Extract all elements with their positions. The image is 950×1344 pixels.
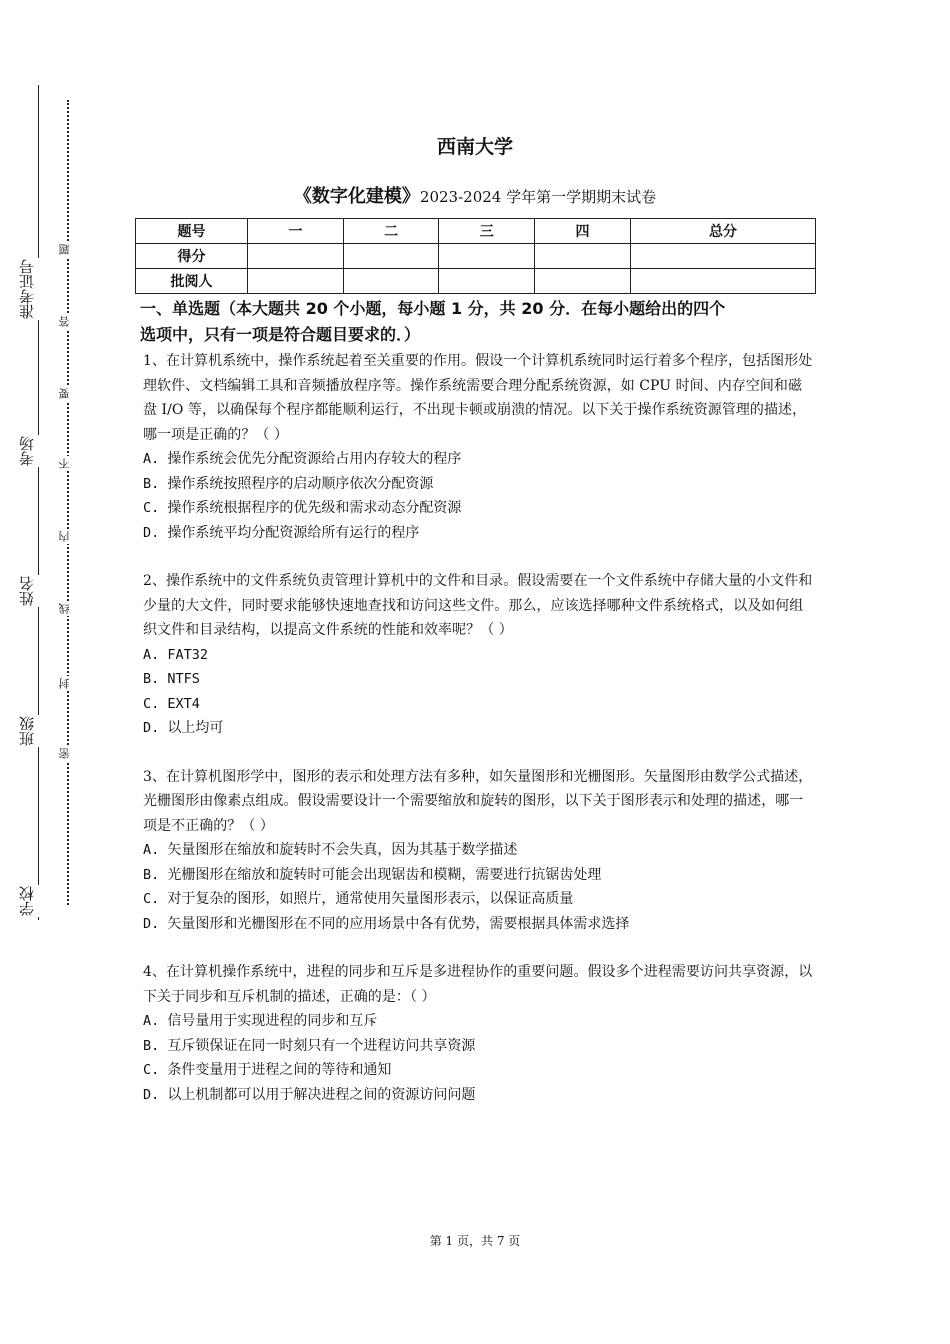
binding-field-name: 姓名 — [20, 575, 40, 607]
option-d: D. 以上机制都可以用于解决进程之间的资源访问问题 — [143, 1086, 476, 1103]
option-b: B. NTFS — [143, 671, 200, 687]
score-entry-cell — [343, 244, 439, 269]
table-row — [136, 269, 816, 294]
option-d: D. 以上均可 — [143, 720, 224, 736]
question-2 — [143, 569, 815, 741]
question-1 — [143, 349, 815, 545]
table-cell: 总分 — [630, 219, 815, 244]
question-stem: 1、在计算机系统中，操作系统起着至关重要的作用。假设一个计算机系统同时运行着多个程序，包括图形处理软件、文档编辑工具和音频播放程序等。操作系统需要合理分配系统资源，如 CPU 时间、内存空间和磁盘 I/O 等，以确保每个程序都能顺利运行，不出现卡顿或崩溃的情况。以下关于操作系统资源管理的描述，哪一项是正确的？（ ） — [143, 353, 813, 443]
score-entry-cell — [248, 244, 344, 269]
question-stem: 3、在计算机图形学中，图形的表示和处理方法有多种，如矢量图形和光栅图形。矢量图形由数学公式描述，光栅图形由像素点组成。假设需要设计一个需要缩放和旋转的图形，以下关于图形表示和处理的描述，哪一项是不正确的？（ ） — [143, 768, 813, 834]
exam-term: 2023-2024 学年第一学期期末试卷 — [419, 188, 657, 206]
question-stem: 2、操作系统中的文件系统负责管理计算机中的文件和目录。假设需要在一个文件系统中存储大量的小文件和少量的大文件，同时要求能够快速地查找和访问这些文件。那么，应该选择哪种文件系统格式，以及如何组织文件和目录结构，以提高文件系统的性能和效率呢？（ ） — [143, 573, 813, 638]
seal-char: 不 — [59, 456, 75, 471]
table-cell: 批阅人 — [136, 269, 248, 294]
section-heading-line: 一、单选题（本大题共 20 个小题，每小题 1 分，共 20 分．在每小题给出的四个 — [140, 299, 726, 318]
question-stem: 4、在计算机操作系统中，进程的同步和互斥是多进程协作的重要问题。假设多个进程需要访问共享资源，以下关于同步和互斥机制的描述，正确的是：（ ） — [143, 964, 813, 1005]
score-table — [135, 218, 816, 294]
binding-field-exam-room: 考场 — [20, 435, 40, 467]
table-cell: 三 — [439, 219, 535, 244]
section-heading-line: 选项中，只有一项是符合题目要求的．） — [140, 325, 421, 344]
binding-solid-line — [38, 85, 39, 920]
course-name: 《数字化建模》 — [293, 186, 420, 207]
exam-subtitle — [0, 182, 950, 208]
score-entry-cell — [535, 269, 631, 294]
question-4 — [143, 960, 815, 1107]
binding-field-school: 学校 — [20, 885, 40, 917]
section-heading — [140, 296, 815, 348]
option-c: C. 对于复杂的图形，如照片，通常使用矢量图形表示，以保证高质量 — [143, 891, 574, 907]
option-d: D. 矢量图形和光栅图形在不同的应用场景中各有优势，需要根据具体需求选择 — [143, 915, 630, 932]
question-3 — [143, 765, 815, 937]
table-cell: 一 — [248, 219, 344, 244]
score-entry-cell — [535, 244, 631, 269]
score-entry-cell — [630, 269, 815, 294]
page-footer: 第 1 页，共 7 页 — [429, 1234, 521, 1248]
seal-char: 线 — [59, 601, 75, 616]
option-a: A. 信号量用于实现进程的同步和互斥 — [143, 1013, 378, 1029]
option-c: C. 条件变量用于进程之间的等待和通知 — [143, 1062, 392, 1078]
option-c: C. 操作系统根据程序的优先级和需求动态分配资源 — [143, 500, 462, 516]
seal-char: 内 — [59, 529, 75, 544]
seal-char: 题 — [59, 242, 75, 257]
option-a: A. 操作系统会优先分配资源给占用内存较大的程序 — [143, 451, 462, 467]
table-row — [136, 244, 816, 269]
binding-field-ticket-number: 准考证号 — [20, 258, 40, 320]
page-title: 西南大学 — [436, 136, 513, 158]
option-b: B. 互斥锁保证在同一时刻只有一个进程访问共享资源 — [143, 1037, 476, 1054]
seal-char: 密 — [59, 746, 75, 761]
seal-char: 答 — [59, 314, 75, 329]
seal-char: 封 — [59, 676, 75, 691]
score-entry-cell — [248, 269, 344, 294]
option-b: B. 光栅图形在缩放和旋转时可能会出现锯齿和模糊，需要进行抗锯齿处理 — [143, 866, 602, 883]
binding-field-class: 班级 — [20, 715, 40, 747]
exam-content — [140, 296, 815, 1107]
score-entry-cell — [630, 244, 815, 269]
table-cell: 题号 — [136, 219, 248, 244]
table-cell: 四 — [535, 219, 631, 244]
score-table-header-row — [136, 219, 816, 244]
option-b: B. 操作系统按照程序的启动顺序依次分配资源 — [143, 475, 434, 492]
table-cell: 得分 — [136, 244, 248, 269]
option-d: D. 操作系统平均分配资源给所有运行的程序 — [143, 524, 420, 541]
seal-char: 要 — [59, 386, 75, 401]
score-entry-cell — [439, 244, 535, 269]
option-a: A. FAT32 — [143, 646, 209, 663]
score-entry-cell — [343, 269, 439, 294]
binding-dotted-line — [67, 100, 69, 905]
score-entry-cell — [439, 269, 535, 294]
option-a: A. 矢量图形在缩放和旋转时不会失真，因为其基于数学描述 — [143, 842, 518, 858]
table-cell: 二 — [343, 219, 439, 244]
option-c: C. EXT4 — [143, 695, 200, 712]
